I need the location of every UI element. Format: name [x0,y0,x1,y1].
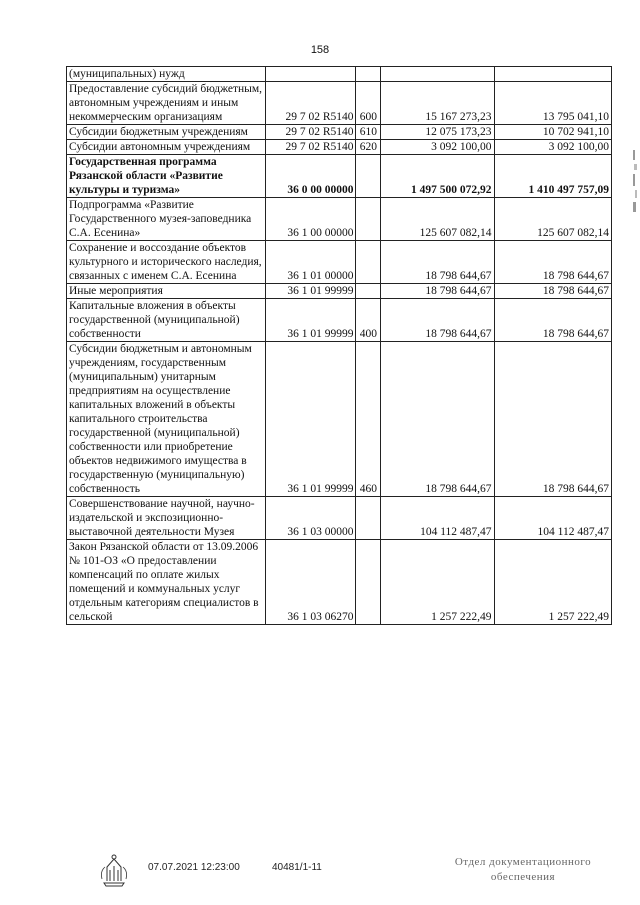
row-amount-1-cell: 1 497 500 072,92 [381,155,494,198]
row-amount-2-cell: 18 798 644,67 [494,299,611,342]
row-name-cell: Субсидии бюджетным и автономным учреждениям, государственным (муниципальным) унитарным предприятиям на осуществление капитальных вложений в объекты капитального строительства государственной (муниципальной) собственности или приобретение объектов недвижимого имущества в государственную (муниципальную) собственность [67,342,266,497]
row-name-cell: Сохранение и воссоздание объектов культурного и исторического наследия, связанных с именем С.А. Есенина [67,241,266,284]
binding-marks [630,150,640,220]
row-expense-type-cell: 610 [356,125,381,140]
row-amount-2-cell: 1 257 222,49 [494,540,611,625]
row-amount-1-cell [381,67,494,82]
row-amount-1-cell: 18 798 644,67 [381,241,494,284]
coat-of-arms-icon [98,853,130,887]
table-row [67,284,612,299]
row-amount-2-cell: 13 795 041,10 [494,82,611,125]
row-expense-type-cell: 620 [356,140,381,155]
row-name-cell: Закон Рязанской области от 13.09.2006 № 101-ОЗ «О предоставлении компенсаций по оплате жилых помещений и коммунальных услуг отдельным категориям специалистов в сельской [67,540,266,625]
row-amount-1-cell: 1 257 222,49 [381,540,494,625]
row-expense-type-cell [356,284,381,299]
row-code-cell: 29 7 02 R5140 [265,125,356,140]
row-amount-2-cell: 3 092 100,00 [494,140,611,155]
row-code-cell: 36 1 03 06270 [265,540,356,625]
budget-table [66,66,612,625]
row-amount-2-cell: 1 410 497 757,09 [494,155,611,198]
row-amount-2-cell: 125 607 082,14 [494,198,611,241]
row-amount-2-cell: 10 702 941,10 [494,125,611,140]
stamp-line-2: обеспечения [490,871,556,883]
row-expense-type-cell: 400 [356,299,381,342]
row-name-cell: (муниципальных) нужд [67,67,266,82]
row-code-cell: 36 1 00 00000 [265,198,356,241]
table-row [67,155,612,198]
row-code-cell: 36 1 01 99999 [265,299,356,342]
row-name-cell: Иные мероприятия [67,284,266,299]
table-row [67,140,612,155]
row-code-cell: 36 1 01 99999 [265,342,356,497]
row-expense-type-cell [356,155,381,198]
table-row [67,241,612,284]
row-expense-type-cell [356,67,381,82]
row-expense-type-cell: 460 [356,342,381,497]
row-amount-1-cell: 18 798 644,67 [381,284,494,299]
row-amount-1-cell: 3 092 100,00 [381,140,494,155]
row-name-cell: Субсидии бюджетным учреждениям [67,125,266,140]
row-amount-2-cell: 18 798 644,67 [494,342,611,497]
row-expense-type-cell [356,497,381,540]
row-amount-1-cell: 104 112 487,47 [381,497,494,540]
row-amount-2-cell: 18 798 644,67 [494,241,611,284]
stamp-line-1: Отдел документационного [454,856,592,868]
table-row [67,125,612,140]
row-code-cell: 29 7 02 R5140 [265,140,356,155]
row-code-cell: 36 0 00 00000 [265,155,356,198]
row-code-cell [265,67,356,82]
row-name-cell: Подпрограмма «Развитие Государственного музея-заповедника С.А. Есенина» [67,198,266,241]
row-name-cell: Капитальные вложения в объекты государственной (муниципальной) собственности [67,299,266,342]
row-code-cell: 36 1 03 00000 [265,497,356,540]
row-name-cell: Государственная программа Рязанской области «Развитие культуры и туризма» [67,155,266,198]
row-amount-2-cell: 18 798 644,67 [494,284,611,299]
row-expense-type-cell [356,198,381,241]
footer-datetime: 07.07.2021 12:23:00 [148,862,240,873]
row-amount-1-cell: 18 798 644,67 [381,342,494,497]
row-expense-type-cell: 600 [356,82,381,125]
row-amount-1-cell: 12 075 173,23 [381,125,494,140]
budget-table-body [67,67,612,625]
row-code-cell: 36 1 01 00000 [265,241,356,284]
table-row [67,67,612,82]
table-row [67,82,612,125]
table-row [67,342,612,497]
row-amount-1-cell: 18 798 644,67 [381,299,494,342]
row-name-cell: Субсидии автономным учреждениям [67,140,266,155]
table-row [67,497,612,540]
row-code-cell: 29 7 02 R5140 [265,82,356,125]
page-number: 158 [310,44,330,56]
row-amount-1-cell: 15 167 273,23 [381,82,494,125]
row-amount-1-cell: 125 607 082,14 [381,198,494,241]
row-amount-2-cell [494,67,611,82]
row-code-cell: 36 1 01 99999 [265,284,356,299]
row-amount-2-cell: 104 112 487,47 [494,497,611,540]
department-stamp [418,855,628,885]
footer-doc-number: 40481/1-11 [272,862,322,873]
row-name-cell: Совершенствование научной, научно-издательской и экспозиционно-выставочной деятельности Музея [67,497,266,540]
table-row [67,198,612,241]
table-row [67,540,612,625]
row-expense-type-cell [356,540,381,625]
row-name-cell: Предоставление субсидий бюджетным, автономным учреждениям и иным некоммерческим организациям [67,82,266,125]
table-row [67,299,612,342]
row-expense-type-cell [356,241,381,284]
